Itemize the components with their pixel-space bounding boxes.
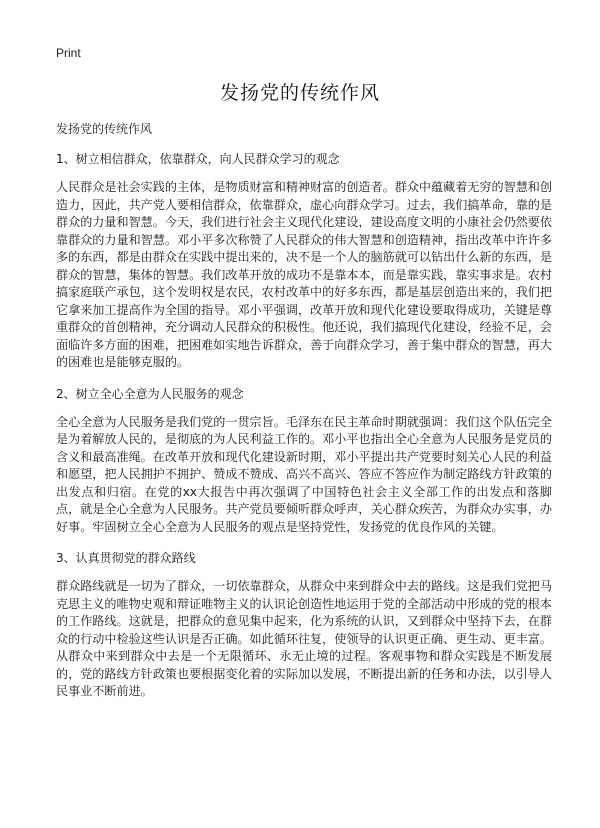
section-heading-2: 2、树立全心全意为人民服务的观念	[56, 386, 244, 401]
print-label: Print	[56, 46, 81, 60]
page-title: 发扬党的传统作风	[219, 82, 380, 104]
section-heading-1: 1、树立相信群众，依靠群众，向人民群众学习的观念	[56, 152, 340, 166]
section-body-2: 全心全意为人民服务是我们党的一贯宗旨。毛泽东在民主革命时期就强调：我们这个队伍完全是为着解放人民的，是彻底的为人民利益工作的。邓小平也指出全心全意为人民服务是党员的含义和最高准绳。在改革开放和现代化建设新时期，邓小平提出共产党要时刻关心人民的利益和愿望，把人民拥护不拥护、赞成不赞成、高兴不高兴、答应不答应作为制定路线方针政策的出发点和归宿。在党的xx大报告中再次强调了中国特色社会主义全部工作的出发点和落脚点，就是全心全意为人民服务。共产党员要倾听群众呼声，关心群众疾苦，为群众办实事，办好事。牢固树立全心全意为人民服务的观点是坚持党性，发扬党的优良作风的关键。	[56, 414, 552, 534]
document-subtitle: 发扬党的传统作风	[56, 122, 153, 136]
section-body-3: 群众路线就是一切为了群众，一切依靠群众，从群众中来到群众中去的路线。这是我们党把马克思主义的唯物史观和辩证唯物主义的认识论创造性地运用于党的全部活动中形成的党的根本的工作路线。这就是，把群众的意见集中起来，化为系统的认识，又到群众中坚持下去，在群众的行动中检验这些认识是否正确。如此循环往复，使领导的认识更正确、更生动、更丰富。从群众中来到群众中去是一个无限循环、永无止境的过程。客观事物和群众实践是不断发展的，党的路线方针政策也要根据变化着的实际加以发展，不断提出新的任务和办法，以引导人民事业不断前进。	[56, 579, 552, 698]
section-heading-3: 3、认真贯彻党的群众路线	[56, 551, 196, 565]
section-body-1: 人民群众是社会实践的主体，是物质财富和精神财富的创造者。群众中蕴藏着无穷的智慧和创造力，因此，共产党人要相信群众，依靠群众，虚心向群众学习。过去，我们搞革命，靠的是群众的力量和智慧。今天，我们进行社会主义现代化建设，建设高度文明的小康社会仍然要依靠群众的力量和智慧。邓小平多次称赞了人民群众的伟大智慧和创造精神，指出改革中许许多多的东西，都是由群众在实践中提出来的，决不是一个人的脑筋就可以钻出什么新的东西，是群众的智慧，集体的智慧。我们改革开放的成功不是靠本本，而是靠实践，靠实事求是。农村搞家庭联产承包，这个发明权是农民，农村改革中的好多东西，都是基层创造出来的，我们把它拿来加工提高作为全国的指导。邓小平强调，改革开放和现代化建设要取得成功，关键是尊重群众的首创精神，充分调动人民群众的积极性。他还说，我们搞现代化建设，经验不足，会面临许多方面的困难，把困难如实地告诉群众，善于向群众学习，善于集中群众的智慧，再大的困难也是能够克服的。	[56, 180, 552, 369]
document-content	[56, 120, 552, 714]
